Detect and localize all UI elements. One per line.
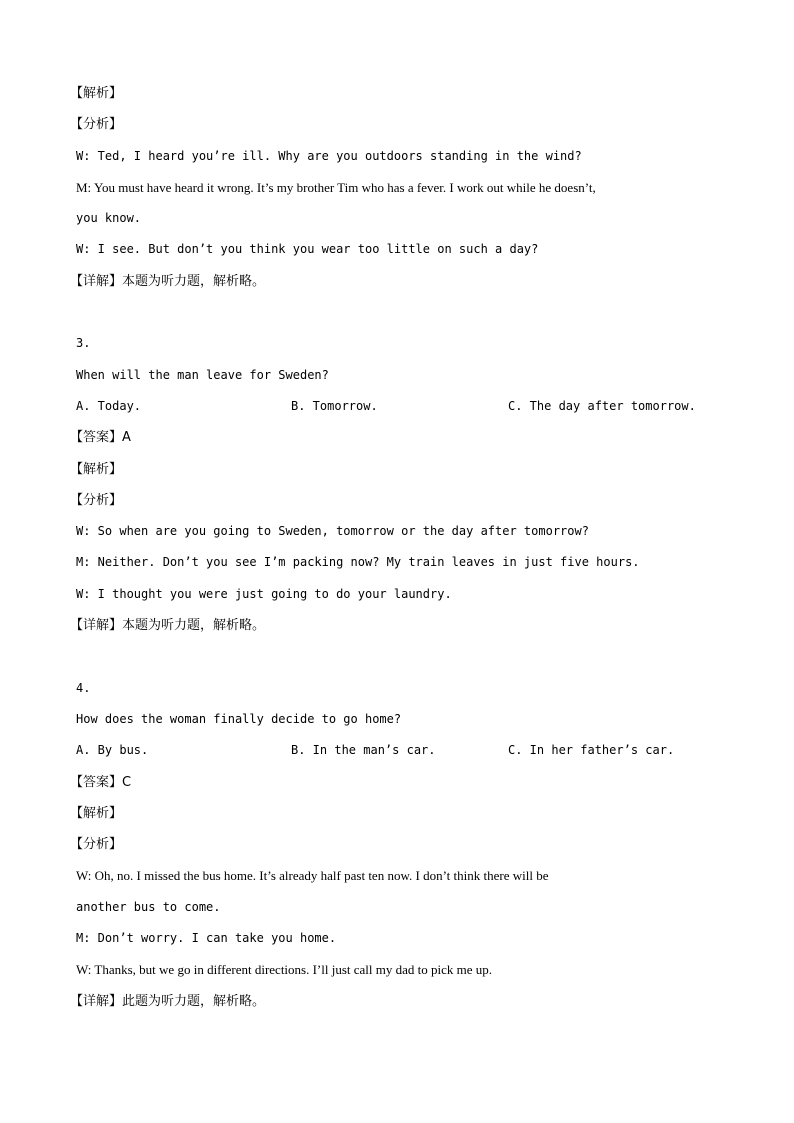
analysis-label: 【解析】 bbox=[70, 805, 123, 821]
fenxi-label: 【分析】 bbox=[70, 492, 123, 508]
dialogue-line: M: Neither. Don’t you see I’m packing now? My train leaves in just five hours. bbox=[76, 555, 640, 570]
dialogue-line: another bus to come. bbox=[76, 899, 221, 914]
analysis-label: 【解析】 bbox=[70, 86, 123, 101]
options-row bbox=[76, 735, 726, 766]
question-text: When will the man leave for Sweden? bbox=[76, 367, 329, 382]
fenxi-label: 【分析】 bbox=[70, 117, 123, 133]
dialogue-line: W: Thanks, but we go in different directions. I’ll just call my dad to pick me up. bbox=[76, 962, 493, 978]
option-b: B. Tomorrow. bbox=[291, 398, 378, 413]
option-c: C. The day after tomorrow. bbox=[508, 398, 696, 413]
option-c: C. In her father’s car. bbox=[508, 743, 675, 758]
detail-line: 【详解】此题为听力题，解析略。 bbox=[70, 993, 266, 1009]
answer-line: 【答案】C bbox=[70, 774, 132, 790]
options-row bbox=[76, 391, 726, 422]
dialogue-line: W: Ted, I heard you’re ill. Why are you outdoors standing in the wind? bbox=[76, 148, 582, 163]
dialogue-line: you know. bbox=[76, 211, 142, 226]
dialogue-line: W: I see. But don’t you think you wear too little on such a day? bbox=[76, 242, 539, 257]
dialogue-line: M: Don’t worry. I can take you home. bbox=[76, 931, 337, 946]
answer-line: 【答案】A bbox=[70, 430, 131, 446]
dialogue-line: W: Oh, no. I missed the bus home. It’s already half past ten now. I don’t think there will be bbox=[76, 868, 549, 884]
option-a: A. By bus. bbox=[76, 743, 149, 758]
detail-line: 【详解】本题为听力题，解析略。 bbox=[70, 618, 266, 634]
detail-line: 【详解】本题为听力题，解析略。 bbox=[70, 273, 266, 289]
question-number: 3. bbox=[76, 336, 91, 351]
option-a: A. Today. bbox=[76, 398, 142, 413]
spacer bbox=[76, 297, 726, 328]
dialogue-line: W: I thought you were just going to do your laundry. bbox=[76, 586, 452, 601]
option-b: B. In the man’s car. bbox=[291, 743, 436, 758]
dialogue-line: W: So when are you going to Sweden, tomorrow or the day after tomorrow? bbox=[76, 524, 589, 539]
analysis-label: 【解析】 bbox=[70, 461, 123, 477]
spacer bbox=[76, 641, 726, 672]
document-page bbox=[70, 78, 726, 1017]
question-text: How does the woman finally decide to go home? bbox=[76, 711, 402, 726]
fenxi-label: 【分析】 bbox=[70, 837, 123, 853]
dialogue-line: M: You must have heard it wrong. It’s my brother Tim who has a fever. I work out while he doesn’t, bbox=[76, 179, 596, 195]
question-number: 4. bbox=[76, 680, 91, 695]
